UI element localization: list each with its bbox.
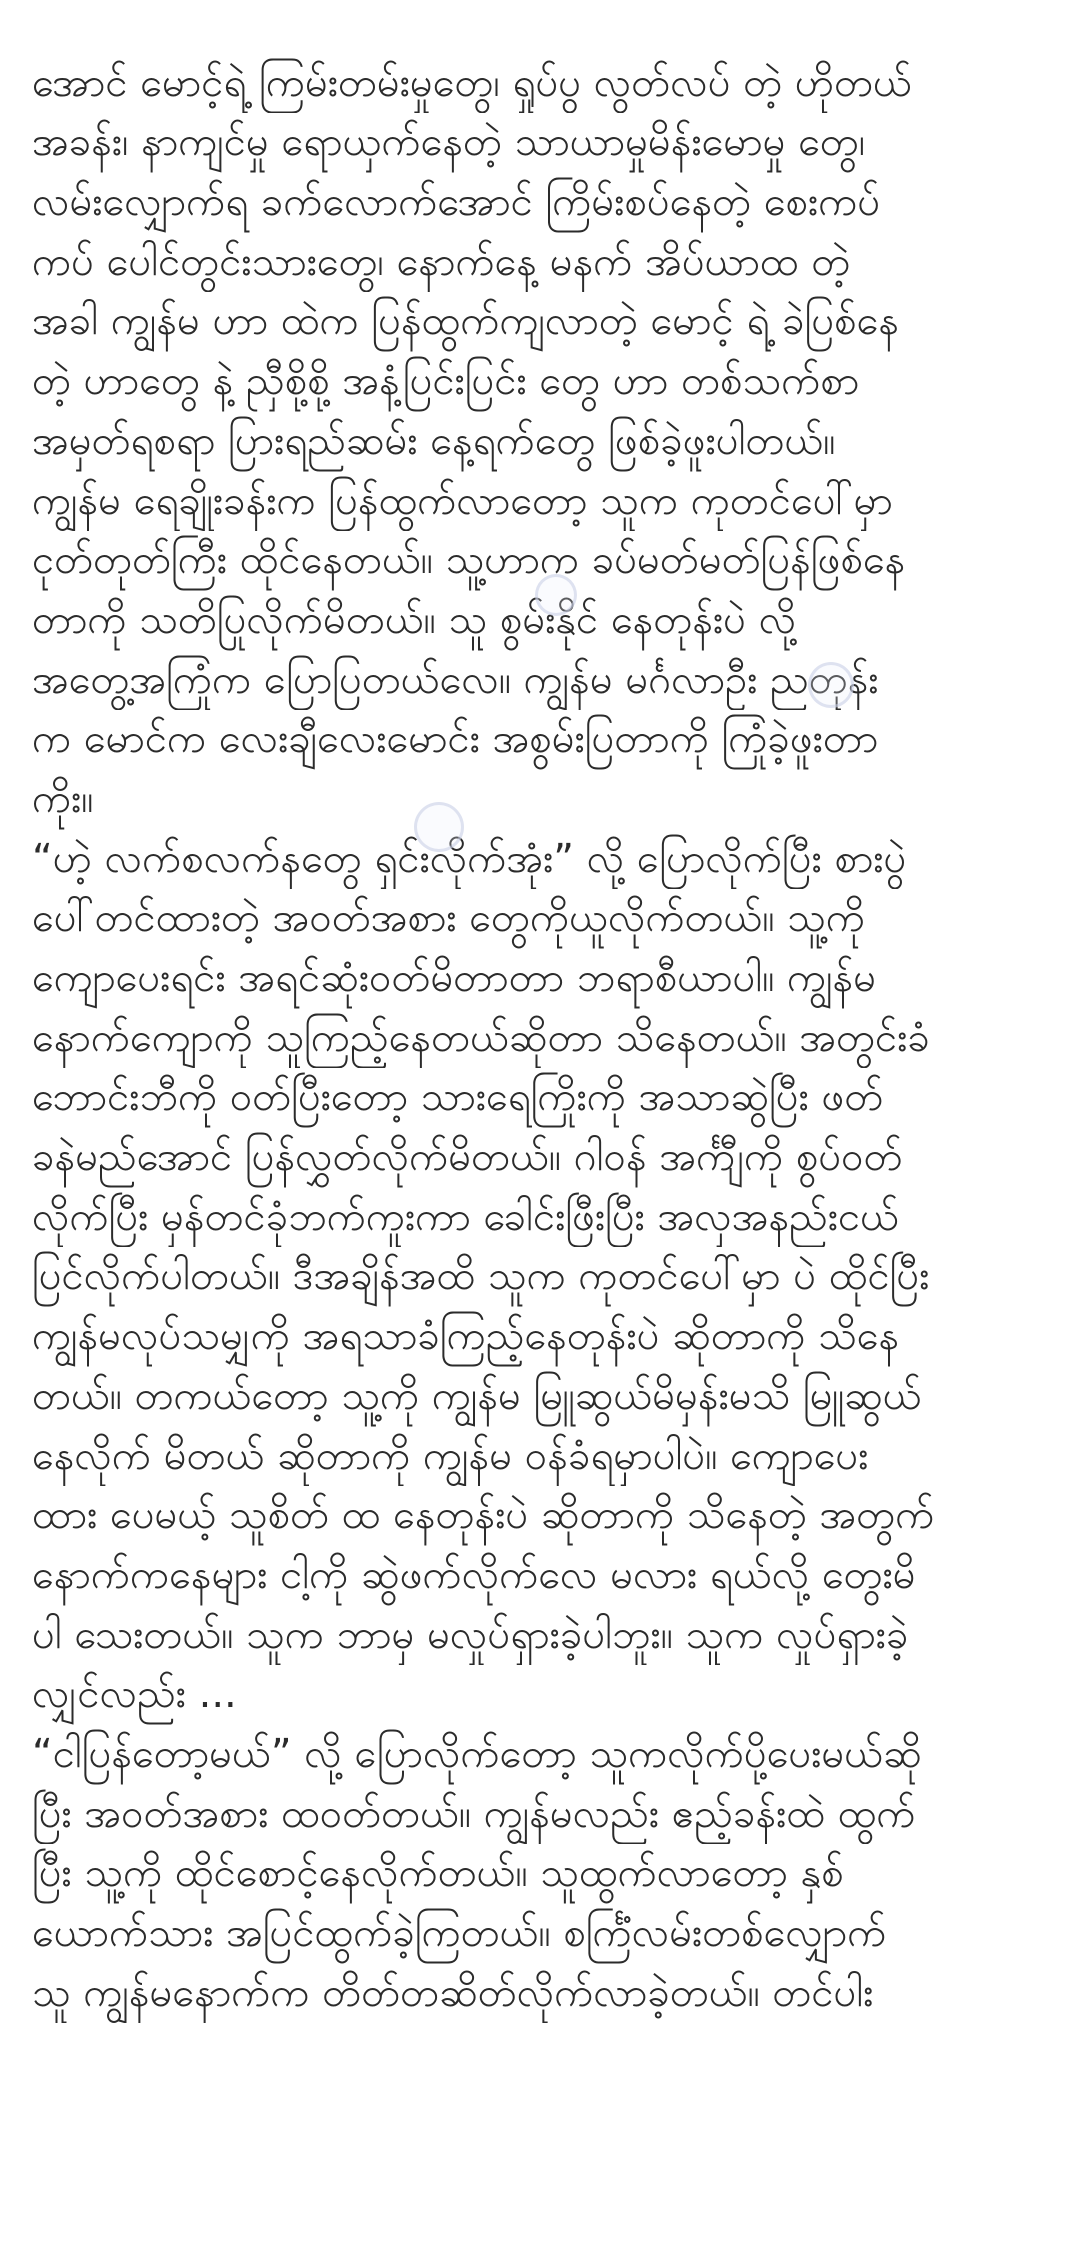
text-line: တဲ့ ဟာတွေ နဲ့ ညှီစို့စို့ အနံ့ပြင်းပြင်း တွေ ဟာ တစ်သက်စာ bbox=[32, 358, 860, 405]
text-line: နောက်ကျောကို သူကြည့်နေတယ်ဆိုတာ သိနေတယ်။ အတွင်းခံ bbox=[32, 1014, 930, 1061]
text-line: အခါ ကျွန်မ ဟာ ထဲက ပြန်ထွက်ကျလာတဲ့ မောင့် ရဲ့ ခဲပြစ်နေ bbox=[32, 298, 900, 345]
text-line: အတွေ့အကြုံက ပြောပြတယ်လေ။ ကျွန်မ မင်္ဂလာဦး ညတုန်း bbox=[32, 656, 879, 703]
text-line: လမ်းလျှောက်ရ ခက်လောက်အောင် ကြိမ်းစပ်နေတဲ့ စေးကပ် bbox=[32, 179, 881, 226]
text-line: က မောင်က လေးချီလေးမောင်း အစွမ်းပြတာကို ကြုံခဲ့ဖူးတာ bbox=[32, 716, 879, 763]
text-line: ပေါ်တင်ထားတဲ့ အဝတ်အစား တွေကိုယူလိုက်တယ်။ သူ့ကို bbox=[32, 895, 865, 942]
text-line bbox=[32, 0, 1052, 54]
text-line: ကျောပေးရင်း အရင်ဆုံးဝတ်မိတာတာ ဘရာစီယာပါ။ ကျွန်မ bbox=[32, 955, 877, 1001]
text-line: လျှင်လည်း ... bbox=[32, 1671, 237, 1718]
text-line: တယ်။ တကယ်တော့ သူ့ကို ကျွန်မ မြူဆွယ်မိမှန်းမသိ မြူဆွယ် bbox=[32, 1372, 922, 1419]
touch-indicator bbox=[808, 662, 854, 708]
text-line: ကိုး။ bbox=[32, 775, 94, 822]
text-line: တာကို သတိပြုလိုက်မိတယ်။ သူ စွမ်းနိုင် နေတုန်းပဲ လို့ bbox=[32, 596, 797, 643]
text-line: အခန်း၊ နာကျင်မှု ရောယှက်နေတဲ့ သာယာမှုမိန်းမောမှု တွေ၊ bbox=[32, 119, 866, 166]
story-text bbox=[32, 0, 1052, 2143]
text-line: ထား ပေမယ့် သူစိတ် ထ နေတုန်းပဲ ဆိုတာကို သိနေတဲ့ အတွက် bbox=[32, 1492, 935, 1539]
text-line: ပါ သေးတယ်။ သူက ဘာမှ မလှုပ်ရှားခဲ့ပါဘူး။ သူက လှုပ်ရှားခဲ့ bbox=[32, 1611, 909, 1658]
text-line: ပြီး သူ့ကို ထိုင်စောင့်နေလိုက်တယ်။ သူထွက်လာတော့ နှစ် bbox=[32, 1850, 844, 1897]
touch-indicator bbox=[535, 574, 577, 616]
text-line bbox=[32, 2023, 1052, 2083]
text-line: ဘောင်းဘီကို ဝတ်ပြီးတော့ သားရေကြိုးကို အသာဆွဲပြီး ဖတ် bbox=[32, 1074, 884, 1121]
text-line: ပြီး အဝတ်အစား ထဝတ်တယ်။ ကျွန်မလည်း ဧည့်ခန်းထဲ ထွက် bbox=[32, 1790, 916, 1837]
text-line: ယောက်သား အပြင်ထွက်ခဲ့ကြတယ်။ စင်္ကြံလမ်းတစ်လျှောက် bbox=[32, 1910, 887, 1956]
text-line: ခနဲမည်အောင် ပြန်လွှတ်လိုက်မိတယ်။ ဂါဝန် အင်္ကျီကို စွပ်ဝတ် bbox=[32, 1134, 903, 1181]
touch-indicator bbox=[414, 802, 464, 852]
text-line: ပြင်လိုက်ပါတယ်။ ဒီအချိန်အထိ သူက ကုတင်ပေါ်မှာ ပဲ ထိုင်ပြီး bbox=[32, 1253, 930, 1300]
text-line: နေလိုက် မိတယ် ဆိုတာကို ကျွန်မ ဝန်ခံရမှာပါပဲ။ ကျောပေး bbox=[32, 1432, 869, 1479]
text-line: အောင် မောင့်ရဲ့ ကြမ်းတမ်းမှုတွေ၊ ရှုပ်ပွ လွတ်လပ် တဲ့ ဟိုတယ် bbox=[32, 59, 912, 106]
text-line: အမှတ်ရစရာ ပြားရည်ဆမ်း နေ့ရက်တွေ ဖြစ်ခဲ့ဖူးပါတယ်။ bbox=[32, 417, 836, 464]
text-line: နောက်ကနေများ ငါ့ကို ဆွဲဖက်လိုက်လေ မလား ရယ်လို့ တွေးမိ bbox=[32, 1551, 916, 1598]
text-line: “ငါပြန်တော့မယ်” လို့ ပြောလိုက်တော့ သူကလိုက်ပို့ပေးမယ်ဆို bbox=[32, 1730, 922, 1777]
text-line: ကပ် ပေါင်တွင်းသားတွေ၊ နောက်နေ့ မနက် အိပ်ယာထ တဲ့ bbox=[32, 238, 851, 285]
text-line: သူ ကျွန်မနောက်က တိတ်တဆိတ်လိုက်လာခဲ့တယ်။ တင်ပါး bbox=[32, 1969, 874, 2016]
text-line: ငုတ်တုတ်ကြီး ထိုင်နေတယ်။ သူ့ဟာက ခပ်မတ်မတ်ပြန်ဖြစ်နေ bbox=[32, 537, 906, 584]
text-line: ကျွန်မ ရေချိုးခန်းက ပြန်ထွက်လာတော့ သူက ကုတင်ပေါ်မှာ bbox=[32, 477, 893, 524]
text-line: လိုက်ပြီး မှန်တင်ခုံဘက်ကူးကာ ခေါင်းဖြီးပြီး အလှအနည်းငယ် bbox=[32, 1193, 900, 1240]
text-line: “ဟဲ့ လက်စလက်နတွေ ရှင်းလိုက်အုံး” လို့ ပြောလိုက်ပြီး စားပွဲ bbox=[32, 835, 907, 882]
text-line: ကျွန်မလုပ်သမျှကို အရသာခံကြည့်နေတုန်းပဲ ဆိုတာကို သိနေ bbox=[32, 1313, 900, 1360]
text-line bbox=[32, 2083, 1052, 2143]
